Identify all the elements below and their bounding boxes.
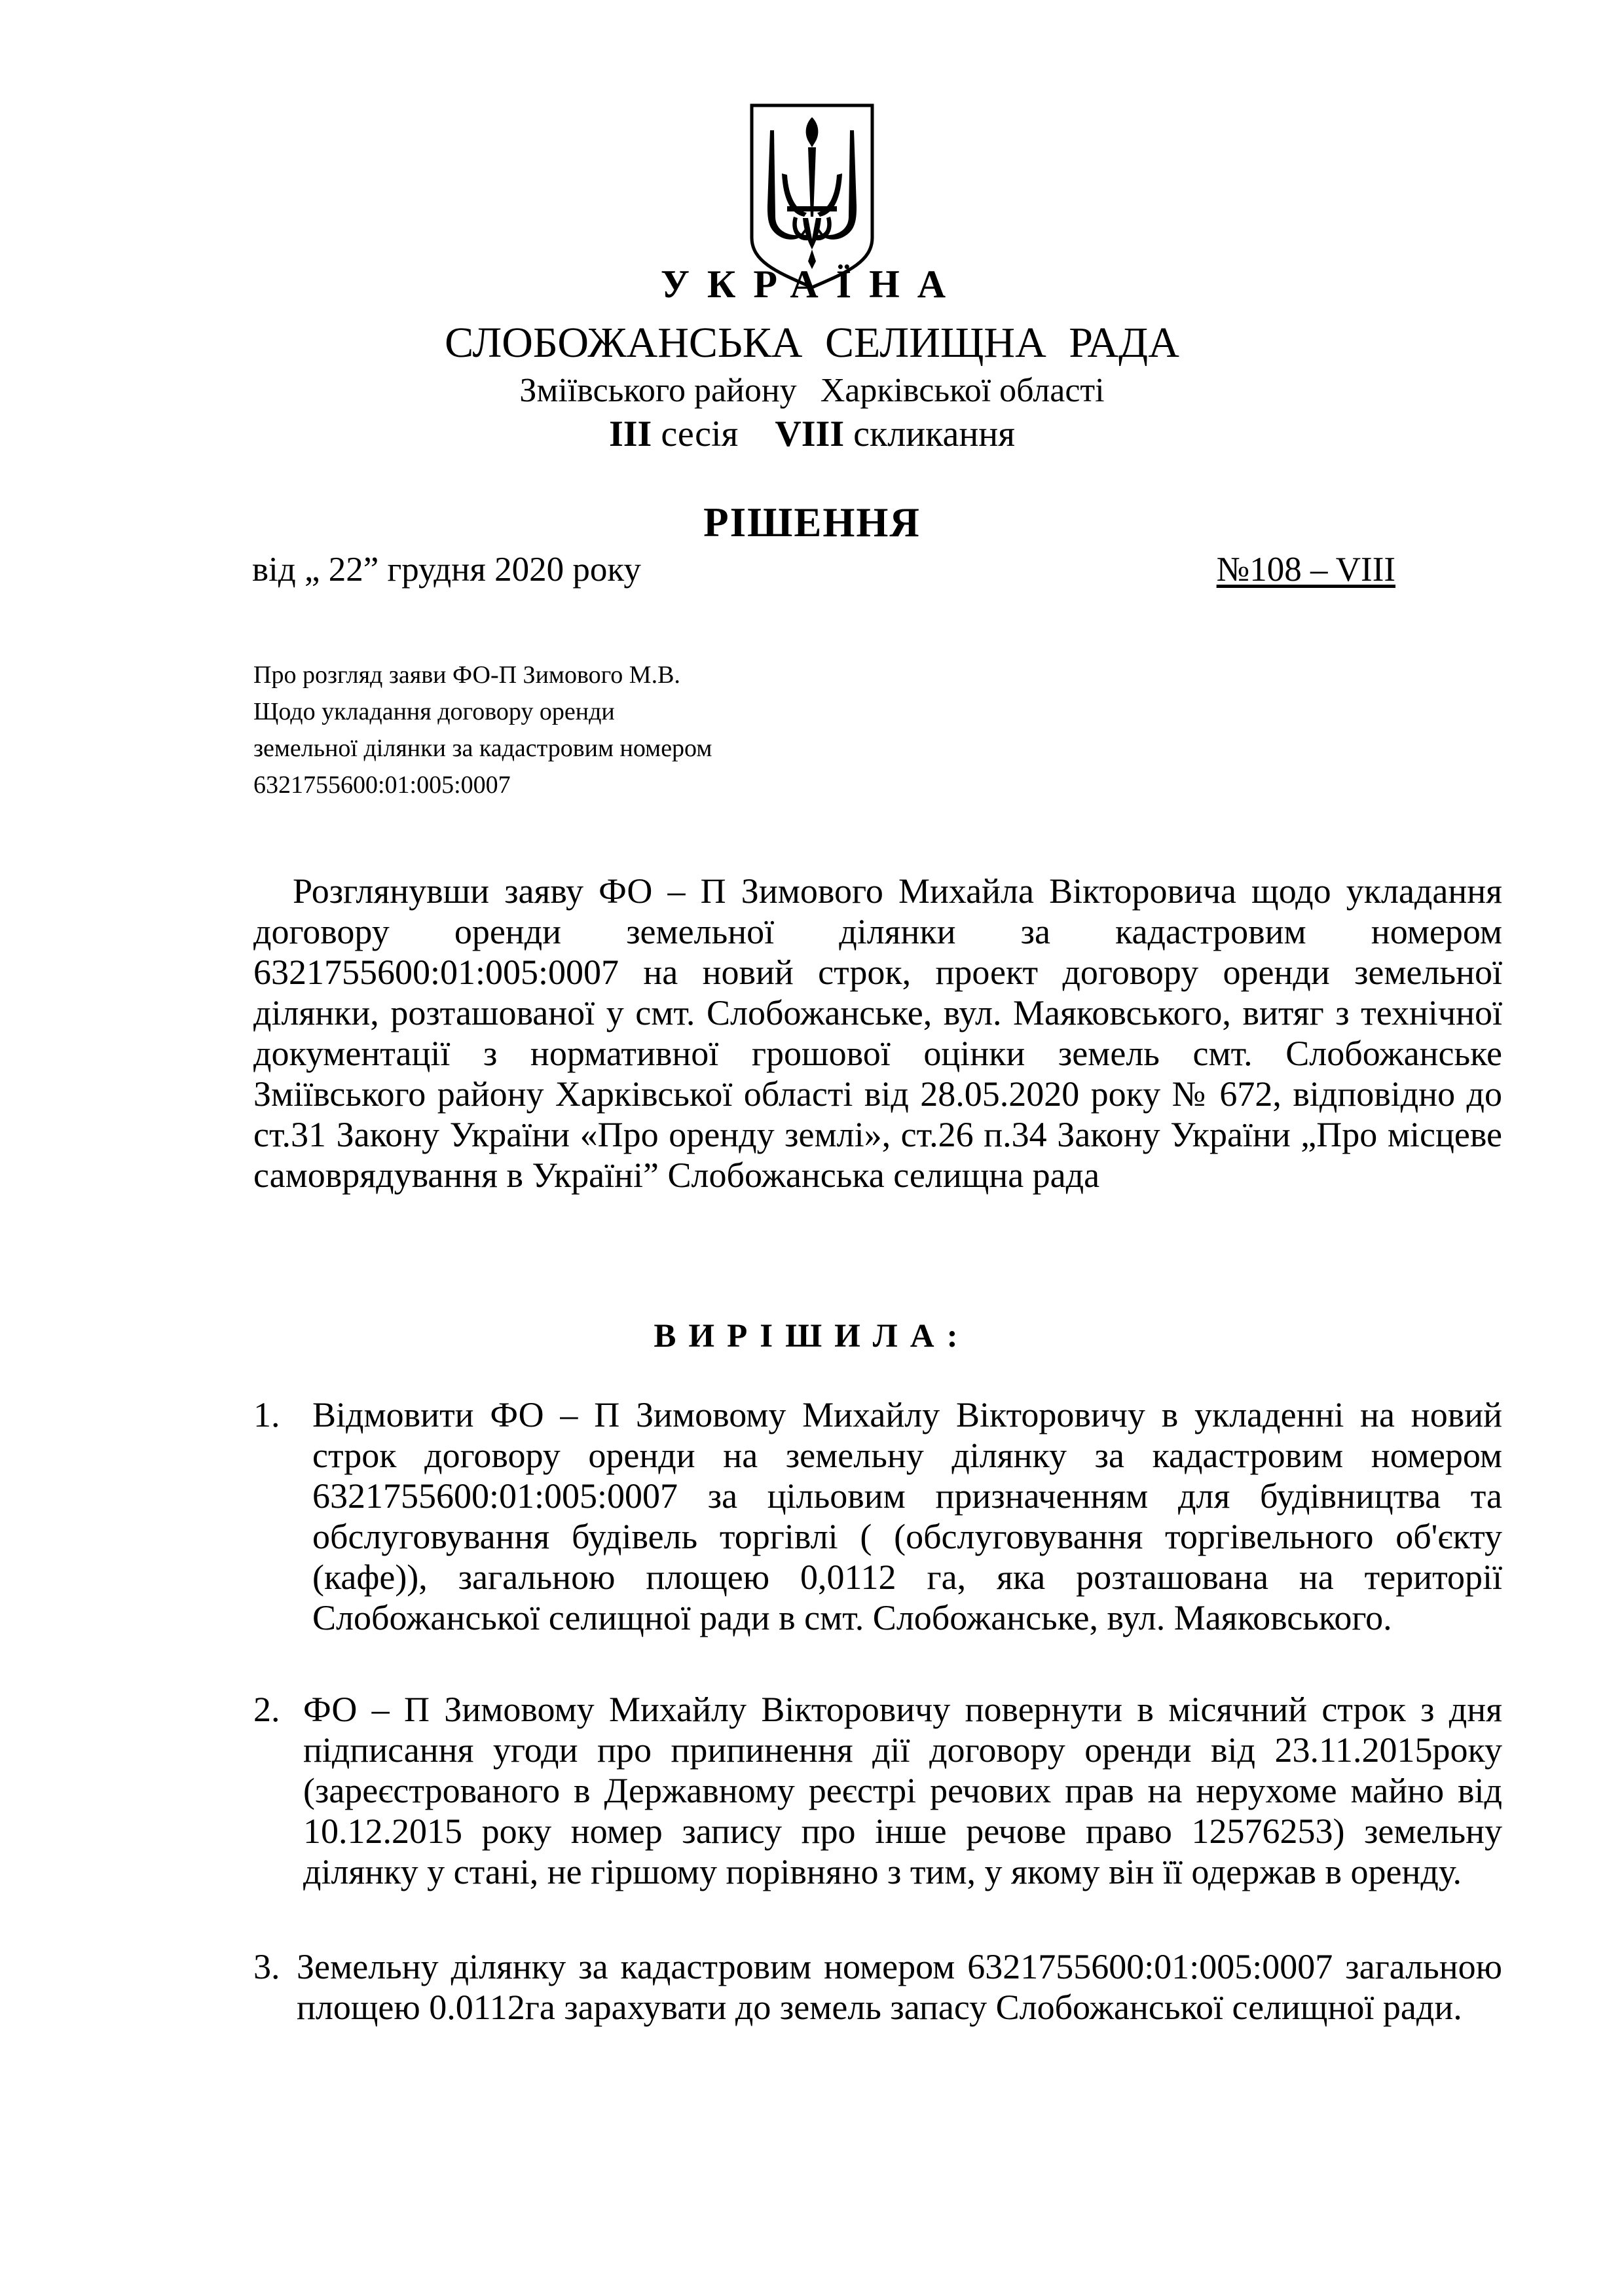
decision-number: №108 – VІІІ — [1216, 551, 1395, 589]
convocation-number: VІІІ — [775, 414, 845, 454]
resolution-item — [253, 1394, 1502, 1638]
resolved-heading: ВИРІШИЛА: — [654, 1318, 970, 1355]
subject-line: 6321755600:01:005:0007 — [253, 771, 511, 799]
session-number: ІІІ — [608, 414, 652, 454]
decision-title: РІШЕННЯ — [703, 500, 921, 545]
council-name: СЛОБОЖАНСЬКА СЕЛИЩНА РАДА — [445, 319, 1179, 367]
session-line — [0, 413, 1624, 455]
district-line — [0, 371, 1624, 410]
district-name: Зміївського району — [519, 372, 797, 409]
item-number: 3. — [253, 1947, 280, 1986]
item-number: 2. — [253, 1690, 280, 1729]
region-name: Харківської області — [820, 372, 1105, 409]
item-text: ФО – П Зимовому Михайлу Вікторовичу повернути в місячний строк з дня підписання угоди про припинення дії договору оренди від 23.11.2015року (зареєстрованого в Державному реєстрі речових прав на нерухоме майно від 10.12.2015 року номер запису про інше речове право 12576253) земельну ділянку у стані, не гіршому порівняно з тим, у якому він її одержав в оренду. — [303, 1690, 1502, 1891]
subject-line: земельної ділянки за кадастровим номером — [253, 735, 712, 762]
decision-date: від „ 22” грудня 2020 року — [252, 551, 641, 589]
item-number: 1. — [253, 1395, 280, 1434]
subject-line: Щодо укладання договору оренди — [253, 698, 615, 725]
subject-line: Про розгляд заяви ФО-П Зимового М.В. — [253, 661, 680, 689]
preamble-paragraph: Розглянувши заяву ФО – П Зимового Михайла Вікторовича щодо укладання договору оренди земельної ділянки за кадастровим номером 6321755600:01:005:0007 на новий строк, проект договору оренди земельної ділянки, розташованої у смт. Слобожанське, вул. Маяковського, витяг з технічної документації з нормативної грошової оцінки земель смт. Слобожанське Зміївського району Харківської області від 28.05.2020 року № 672, відповідно до ст.31 Закону України «Про оренду землі», ст.26 п.34 Закону України „Про місцеве самоврядування в Україні” Слобожанська селищна рада — [253, 871, 1502, 1195]
country-heading: УКРАЇНА — [660, 263, 964, 306]
item-text: Відмовити ФО – П Зимовому Михайлу Вікторовичу в укладенні на новий строк договору оренди на земельну ділянку за кадастровим номером 6321755600:01:005:0007 за цільовим призначенням для будівництва та обслуговування будівель торгівлі ( (обслуговування торгівельного об'єкту (кафе)), загальною площею 0,0112 га, яка розташована на території Слобожанської селищної ради в смт. Слобожанське, вул. Маяковського. — [312, 1395, 1502, 1637]
resolution-item — [253, 1946, 1502, 2028]
decision-subject — [253, 657, 712, 803]
session-label: сесія — [652, 414, 739, 454]
convocation-label: скликання — [844, 414, 1016, 454]
item-text: Земельну ділянку за кадастровим номером 6321755600:01:005:0007 загальною площею 0.0112га зарахувати до земель запасу Слобожанської селищної ради. — [297, 1947, 1502, 2027]
resolution-item — [253, 1689, 1502, 1892]
